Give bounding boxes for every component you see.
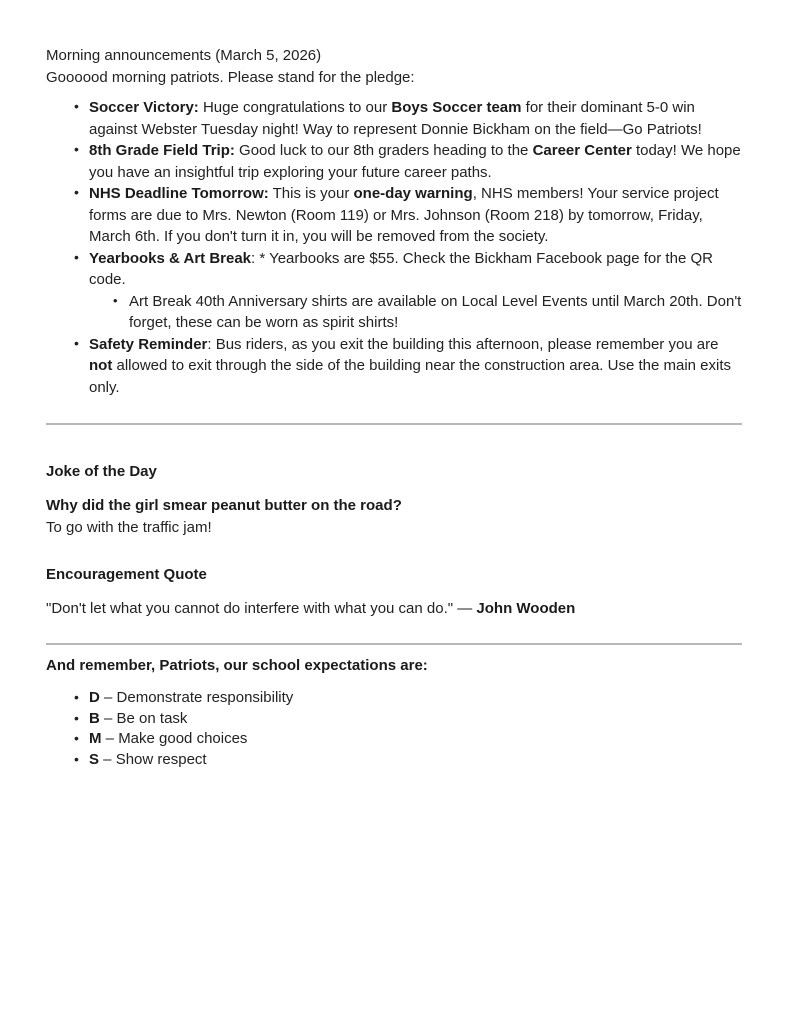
announcement-label: Yearbooks & Art Break: [89, 249, 252, 267]
joke-question: Why did the girl smear peanut butter on the road?: [46, 497, 402, 514]
section-divider-1: [46, 423, 742, 425]
list-item: [89, 248, 742, 334]
list-item: [89, 709, 742, 730]
announcement-text: This is your: [268, 185, 354, 202]
quote-section-heading: Encouragement Quote: [46, 566, 207, 583]
sub-announcement-text: Art Break 40th Anniversary shirts are available on Local Level Events until March 20th. Don't forget, these can be worn as spirit shirts!: [129, 292, 742, 331]
expectation-text: Demonstrate responsibility: [116, 689, 294, 706]
announcement-label: 8th Grade Field Trip:: [89, 142, 235, 159]
greeting-line: Goooood morning patriots. Please stand for the pledge:: [46, 68, 415, 86]
expectation-text: Show respect: [115, 750, 207, 768]
list-item: [129, 291, 742, 334]
expectation-dash: –: [101, 730, 119, 747]
announcement-emphasis: Boys Soccer team: [391, 99, 522, 116]
expectation-text: Be on task: [116, 709, 188, 727]
quote-attribution: John Wooden: [476, 600, 576, 617]
announcement-label: Safety Reminder: [89, 335, 208, 353]
list-item: [89, 688, 742, 709]
list-item: [89, 183, 742, 248]
announcement-text: Huge congratulations to our: [198, 99, 392, 116]
expectations-list-wrap: [46, 688, 742, 770]
expectation-letter: D: [89, 689, 100, 706]
joke-section-heading: Joke of the Day: [46, 463, 157, 480]
expectation-letter: M: [89, 730, 102, 747]
announcement-label: Soccer Victory:: [89, 99, 199, 116]
announcement-text: : * Yearbooks are $55. Check the Bickham Facebook page for the QR code.: [89, 249, 713, 288]
announcement-text-cont: for their dominant 5-0 win against Webster Tuesday night! Way to represent Donnie Bickham on the field—Go Patriots!: [89, 99, 702, 138]
list-item: [89, 750, 742, 771]
divider-top-wrap: [46, 423, 742, 425]
expectations-heading: And remember, Patriots, our school expectations are:: [46, 657, 428, 674]
announcement-text-cont: allowed to exit through the side of the building near the construction area. Use the main exits only.: [89, 357, 732, 396]
expectations-list: [46, 688, 742, 770]
quote-text: "Don't let what you cannot do interfere with what you can do." —: [46, 600, 477, 617]
announcement-emphasis: Career Center: [532, 142, 632, 159]
expectation-dash: –: [99, 709, 117, 727]
expectation-dash: –: [99, 689, 117, 706]
announcement-text: Good luck to our 8th graders heading to the: [234, 142, 533, 159]
expectation-dash: –: [99, 750, 116, 768]
quote-line: [46, 598, 575, 620]
list-item: [89, 334, 742, 399]
list-item: [89, 729, 742, 750]
joke-answer: To go with the traffic jam!: [46, 519, 212, 536]
announcement-list: [46, 97, 742, 398]
expectation-text: Make good choices: [118, 730, 248, 747]
announcement-text-cont: today! We hope you have an insightful trip exploring your future career paths.: [89, 142, 741, 181]
announcement-emphasis: not: [89, 357, 113, 374]
list-item: [89, 97, 742, 140]
announcement-text-cont: , NHS members! Your service project forms are due to Mrs. Newton (Room 119) or Mrs. Johnson (Room 218) by tomorrow, Friday, March 6th. If you don't turn it in, you will be removed from the society.: [89, 185, 719, 245]
expectation-letter: B: [89, 709, 100, 727]
announcement-label: NHS Deadline Tomorrow:: [89, 185, 269, 202]
expectation-letter: S: [89, 750, 100, 768]
announcement-text: : Bus riders, as you exit the building this afternoon, please remember you are: [207, 335, 719, 353]
divider-bottom-wrap: [46, 643, 742, 645]
announcements-block: [46, 45, 742, 398]
page-title: Morning announcements (March 5, 2026): [46, 47, 322, 64]
announcement-sublist: [89, 291, 742, 334]
list-item: [89, 140, 742, 183]
section-divider-2: [46, 643, 742, 645]
announcement-emphasis: one-day warning: [353, 185, 473, 202]
